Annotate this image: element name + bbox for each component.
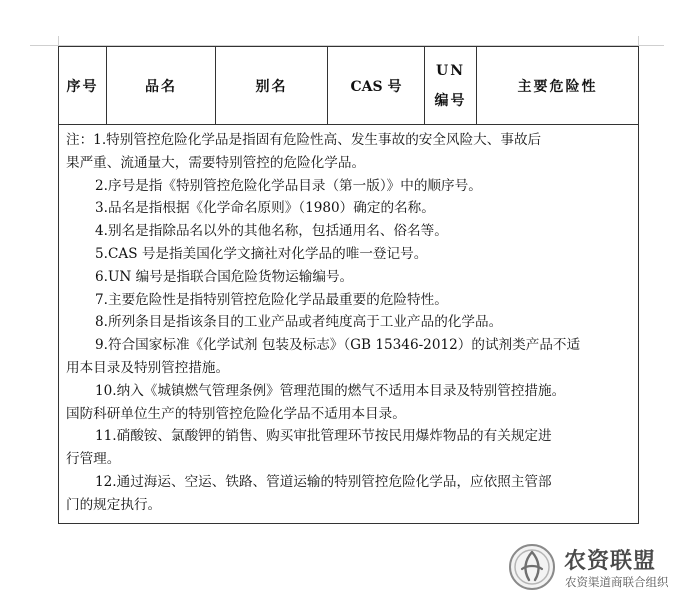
note-line: 7.主要危险性是指特别管控危险化学品最重要的危险特性。 <box>95 291 448 308</box>
header-un-line-2: 编号 <box>434 92 467 109</box>
notes-cell <box>59 125 639 524</box>
watermark <box>504 540 690 596</box>
note-line: 果严重、流通量大，需要特别管控的危险化学品。 <box>66 154 366 171</box>
note-line: 注：1.特别管控危险化学品是指固有危险性高、发生事故的安全风险大、事故后 <box>66 132 542 148</box>
table-notes-row <box>59 125 639 524</box>
page-corner-mark-left <box>58 36 59 46</box>
note-line: 5.CAS 号是指美国化学文摘社对化学品的唯一登记号。 <box>95 245 428 262</box>
hazardous-chemicals-table <box>58 46 639 524</box>
note-line: 8.所列条目是指该条目的工业产品或者纯度高于工业产品的化学品。 <box>95 314 503 331</box>
note-line: 6.UN 编号是指联合国危险货物运输编号。 <box>95 268 354 285</box>
header-main-hazard: 主要危险性 <box>477 47 639 125</box>
header-un-number <box>425 47 477 125</box>
note-line: 10.纳入《城镇燃气管理条例》管理范围的燃气不适用本目录及特别管控措施。 <box>95 382 566 399</box>
header-cas-number: CAS 号 <box>328 47 425 125</box>
header-alias: 别名 <box>216 47 328 125</box>
note-line: 2.序号是指《特别管控危险化学品目录（第一版）》中的顺序号。 <box>95 177 482 194</box>
header-serial-number: 序号 <box>59 47 107 125</box>
table-header-row <box>59 47 639 125</box>
note-line: 行管理。 <box>66 451 121 468</box>
watermark-title: 农资联盟 <box>564 549 657 574</box>
note-line: 用本目录及特别管控措施。 <box>66 359 230 376</box>
header-product-name: 品名 <box>107 47 216 125</box>
note-line: 12.通过海运、空运、铁路、管道运输的特别管控危险化学品，应依照主管部 <box>95 473 552 490</box>
note-line: 国防科研单位生产的特别管控危险化学品不适用本目录。 <box>66 405 406 422</box>
note-line: 11.硝酸铵、氯酸钾的销售、购买审批管理环节按民用爆炸物品的有关规定进 <box>95 428 552 445</box>
header-un-line-1: UN <box>435 62 465 79</box>
note-line: 3.品名是指根据《化学命名原则》（1980）确定的名称。 <box>95 200 435 217</box>
note-line: 9.符合国家标准《化学试剂 包装及标志》（GB 15346-2012）的试剂类产品不适 <box>95 337 581 354</box>
notes-list <box>66 129 633 517</box>
watermark-logo-icon <box>508 543 556 591</box>
page-corner-mark-right <box>638 36 639 46</box>
note-line: 4.别名是指除品名以外的其他名称，包括通用名、俗名等。 <box>95 223 448 240</box>
watermark-subtitle: 农资渠道商联合组织 <box>565 575 669 589</box>
note-line: 门的规定执行。 <box>66 496 162 513</box>
